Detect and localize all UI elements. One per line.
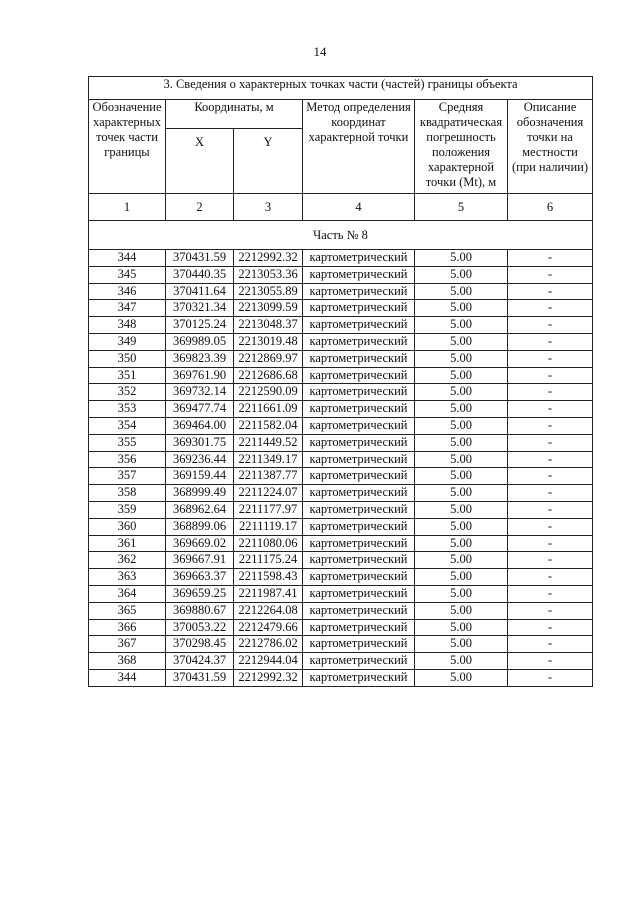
table-row: [89, 468, 593, 485]
y-coordinate-cell: 2211119.17: [234, 518, 303, 535]
rms-cell: 5.00: [415, 585, 508, 602]
page-number: 14: [313, 44, 327, 59]
table-row: [89, 300, 593, 317]
method-cell: картометрический: [303, 535, 415, 552]
table-row: [89, 266, 593, 283]
point-id-cell: 351: [89, 367, 166, 384]
y-coordinate-cell: 2211987.41: [234, 585, 303, 602]
method-cell: картометрический: [303, 250, 415, 267]
y-coordinate-cell: 2212992.32: [234, 669, 303, 686]
point-id-cell: 363: [89, 569, 166, 586]
table-row: [89, 384, 593, 401]
header-rms: Средняя квадратическая погрешность положения характерной точки (Mt), м: [415, 100, 508, 194]
description-cell: -: [508, 434, 593, 451]
x-coordinate-cell: 370125.24: [166, 317, 234, 334]
y-coordinate-cell: 2213055.89: [234, 283, 303, 300]
table-row: [89, 552, 593, 569]
method-cell: картометрический: [303, 636, 415, 653]
x-coordinate-cell: 370411.64: [166, 283, 234, 300]
method-cell: картометрический: [303, 501, 415, 518]
x-coordinate-cell: 369659.25: [166, 585, 234, 602]
method-cell: картометрический: [303, 266, 415, 283]
x-coordinate-cell: 369159.44: [166, 468, 234, 485]
rms-cell: 5.00: [415, 300, 508, 317]
x-coordinate-cell: 369761.90: [166, 367, 234, 384]
point-id-cell: 359: [89, 501, 166, 518]
method-cell: картометрический: [303, 333, 415, 350]
table-row: [89, 569, 593, 586]
method-cell: картометрический: [303, 384, 415, 401]
rms-cell: 5.00: [415, 384, 508, 401]
section-title: 3. Сведения о характерных точках части (частей) границы объекта: [89, 77, 593, 100]
point-id-cell: 350: [89, 350, 166, 367]
point-id-cell: 345: [89, 266, 166, 283]
table-row: [89, 669, 593, 686]
y-coordinate-cell: 2211175.24: [234, 552, 303, 569]
x-coordinate-cell: 369464.00: [166, 417, 234, 434]
point-id-cell: 365: [89, 602, 166, 619]
method-cell: картометрический: [303, 518, 415, 535]
y-coordinate-cell: 2211449.52: [234, 434, 303, 451]
y-coordinate-cell: 2211177.97: [234, 501, 303, 518]
table-row: [89, 518, 593, 535]
method-cell: картометрический: [303, 669, 415, 686]
rms-cell: 5.00: [415, 636, 508, 653]
table-row: [89, 401, 593, 418]
header-designation: Обозначение характерных точек части границы: [89, 100, 166, 194]
table-row: [89, 367, 593, 384]
description-cell: -: [508, 333, 593, 350]
method-cell: картометрический: [303, 485, 415, 502]
point-id-cell: 349: [89, 333, 166, 350]
description-cell: -: [508, 266, 593, 283]
y-coordinate-cell: 2212479.66: [234, 619, 303, 636]
table-row: [89, 501, 593, 518]
table-row: [89, 653, 593, 670]
y-coordinate-cell: 2211598.43: [234, 569, 303, 586]
table-row: [89, 451, 593, 468]
point-id-cell: 355: [89, 434, 166, 451]
description-cell: -: [508, 384, 593, 401]
rms-cell: 5.00: [415, 401, 508, 418]
description-cell: -: [508, 585, 593, 602]
point-id-cell: 352: [89, 384, 166, 401]
rms-cell: 5.00: [415, 535, 508, 552]
column-number: 3: [234, 194, 303, 221]
x-coordinate-cell: 369669.02: [166, 535, 234, 552]
boundary-points-table: [88, 76, 593, 687]
table-row: [89, 485, 593, 502]
rms-cell: 5.00: [415, 250, 508, 267]
x-coordinate-cell: 368899.06: [166, 518, 234, 535]
rms-cell: 5.00: [415, 333, 508, 350]
rms-cell: 5.00: [415, 468, 508, 485]
description-cell: -: [508, 485, 593, 502]
y-coordinate-cell: 2211349.17: [234, 451, 303, 468]
table-row: [89, 317, 593, 334]
method-cell: картометрический: [303, 283, 415, 300]
description-cell: -: [508, 250, 593, 267]
point-id-cell: 346: [89, 283, 166, 300]
description-cell: -: [508, 669, 593, 686]
y-coordinate-cell: 2213053.36: [234, 266, 303, 283]
x-coordinate-cell: 369663.37: [166, 569, 234, 586]
rms-cell: 5.00: [415, 350, 508, 367]
point-id-cell: 358: [89, 485, 166, 502]
column-number: 6: [508, 194, 593, 221]
point-id-cell: 353: [89, 401, 166, 418]
x-coordinate-cell: 369732.14: [166, 384, 234, 401]
method-cell: картометрический: [303, 367, 415, 384]
point-id-cell: 356: [89, 451, 166, 468]
description-cell: -: [508, 518, 593, 535]
rms-cell: 5.00: [415, 451, 508, 468]
header-method: Метод определения координат характерной точки: [303, 100, 415, 194]
y-coordinate-cell: 2211224.07: [234, 485, 303, 502]
point-id-cell: 344: [89, 250, 166, 267]
method-cell: картометрический: [303, 619, 415, 636]
y-coordinate-cell: 2213099.59: [234, 300, 303, 317]
point-id-cell: 362: [89, 552, 166, 569]
description-cell: -: [508, 653, 593, 670]
x-coordinate-cell: 370298.45: [166, 636, 234, 653]
description-cell: -: [508, 350, 593, 367]
x-coordinate-cell: 370053.22: [166, 619, 234, 636]
method-cell: картометрический: [303, 434, 415, 451]
method-cell: картометрический: [303, 300, 415, 317]
y-coordinate-cell: 2212992.32: [234, 250, 303, 267]
description-cell: -: [508, 552, 593, 569]
y-coordinate-cell: 2212590.09: [234, 384, 303, 401]
point-id-cell: 354: [89, 417, 166, 434]
column-number: 5: [415, 194, 508, 221]
description-cell: -: [508, 283, 593, 300]
x-coordinate-cell: 370424.37: [166, 653, 234, 670]
table-body: [89, 250, 593, 687]
description-cell: -: [508, 317, 593, 334]
description-cell: -: [508, 468, 593, 485]
description-cell: -: [508, 417, 593, 434]
description-cell: -: [508, 535, 593, 552]
x-coordinate-cell: 369823.39: [166, 350, 234, 367]
rms-cell: 5.00: [415, 552, 508, 569]
table-row: [89, 619, 593, 636]
x-coordinate-cell: 370321.34: [166, 300, 234, 317]
y-coordinate-cell: 2211582.04: [234, 417, 303, 434]
point-id-cell: 366: [89, 619, 166, 636]
method-cell: картометрический: [303, 317, 415, 334]
x-coordinate-cell: 369477.74: [166, 401, 234, 418]
table-row: [89, 602, 593, 619]
point-id-cell: 357: [89, 468, 166, 485]
header-description: Описание обозначения точки на местности (при наличии): [508, 100, 593, 194]
x-coordinate-cell: 369667.91: [166, 552, 234, 569]
x-coordinate-cell: 369236.44: [166, 451, 234, 468]
rms-cell: 5.00: [415, 518, 508, 535]
rms-cell: 5.00: [415, 283, 508, 300]
rms-cell: 5.00: [415, 501, 508, 518]
method-cell: картометрический: [303, 653, 415, 670]
method-cell: картометрический: [303, 585, 415, 602]
x-coordinate-cell: 369989.05: [166, 333, 234, 350]
y-coordinate-cell: 2213048.37: [234, 317, 303, 334]
table-row: [89, 585, 593, 602]
header-y: Y: [234, 129, 303, 194]
method-cell: картометрический: [303, 552, 415, 569]
table-row: [89, 250, 593, 267]
y-coordinate-cell: 2212944.04: [234, 653, 303, 670]
description-cell: -: [508, 501, 593, 518]
point-id-cell: 364: [89, 585, 166, 602]
description-cell: -: [508, 451, 593, 468]
y-coordinate-cell: 2211080.06: [234, 535, 303, 552]
header-x: X: [166, 129, 234, 194]
x-coordinate-cell: 370440.35: [166, 266, 234, 283]
part-label: Часть № 8: [89, 221, 593, 250]
column-number: 4: [303, 194, 415, 221]
rms-cell: 5.00: [415, 485, 508, 502]
point-id-cell: 348: [89, 317, 166, 334]
x-coordinate-cell: 370431.59: [166, 669, 234, 686]
description-cell: -: [508, 602, 593, 619]
y-coordinate-cell: 2212686.68: [234, 367, 303, 384]
x-coordinate-cell: 368999.49: [166, 485, 234, 502]
rms-cell: 5.00: [415, 434, 508, 451]
method-cell: картометрический: [303, 401, 415, 418]
rms-cell: 5.00: [415, 569, 508, 586]
x-coordinate-cell: 368962.64: [166, 501, 234, 518]
method-cell: картометрический: [303, 417, 415, 434]
point-id-cell: 368: [89, 653, 166, 670]
table-row: [89, 417, 593, 434]
x-coordinate-cell: 369880.67: [166, 602, 234, 619]
rms-cell: 5.00: [415, 367, 508, 384]
method-cell: картометрический: [303, 451, 415, 468]
column-number: 1: [89, 194, 166, 221]
table-row: [89, 350, 593, 367]
point-id-cell: 347: [89, 300, 166, 317]
description-cell: -: [508, 300, 593, 317]
table-row: [89, 636, 593, 653]
y-coordinate-cell: 2213019.48: [234, 333, 303, 350]
x-coordinate-cell: 369301.75: [166, 434, 234, 451]
description-cell: -: [508, 619, 593, 636]
method-cell: картометрический: [303, 602, 415, 619]
point-id-cell: 367: [89, 636, 166, 653]
y-coordinate-cell: 2211661.09: [234, 401, 303, 418]
y-coordinate-cell: 2212264.08: [234, 602, 303, 619]
rms-cell: 5.00: [415, 669, 508, 686]
point-id-cell: 361: [89, 535, 166, 552]
header-coordinates: Координаты, м: [166, 100, 303, 129]
table-row: [89, 535, 593, 552]
column-number: 2: [166, 194, 234, 221]
description-cell: -: [508, 569, 593, 586]
description-cell: -: [508, 367, 593, 384]
table-row: [89, 434, 593, 451]
table-row: [89, 333, 593, 350]
method-cell: картометрический: [303, 468, 415, 485]
method-cell: картометрический: [303, 350, 415, 367]
rms-cell: 5.00: [415, 417, 508, 434]
y-coordinate-cell: 2211387.77: [234, 468, 303, 485]
y-coordinate-cell: 2212869.97: [234, 350, 303, 367]
rms-cell: 5.00: [415, 602, 508, 619]
table-row: [89, 283, 593, 300]
point-id-cell: 344: [89, 669, 166, 686]
rms-cell: 5.00: [415, 619, 508, 636]
y-coordinate-cell: 2212786.02: [234, 636, 303, 653]
rms-cell: 5.00: [415, 266, 508, 283]
x-coordinate-cell: 370431.59: [166, 250, 234, 267]
description-cell: -: [508, 636, 593, 653]
rms-cell: 5.00: [415, 653, 508, 670]
description-cell: -: [508, 401, 593, 418]
rms-cell: 5.00: [415, 317, 508, 334]
point-id-cell: 360: [89, 518, 166, 535]
method-cell: картометрический: [303, 569, 415, 586]
